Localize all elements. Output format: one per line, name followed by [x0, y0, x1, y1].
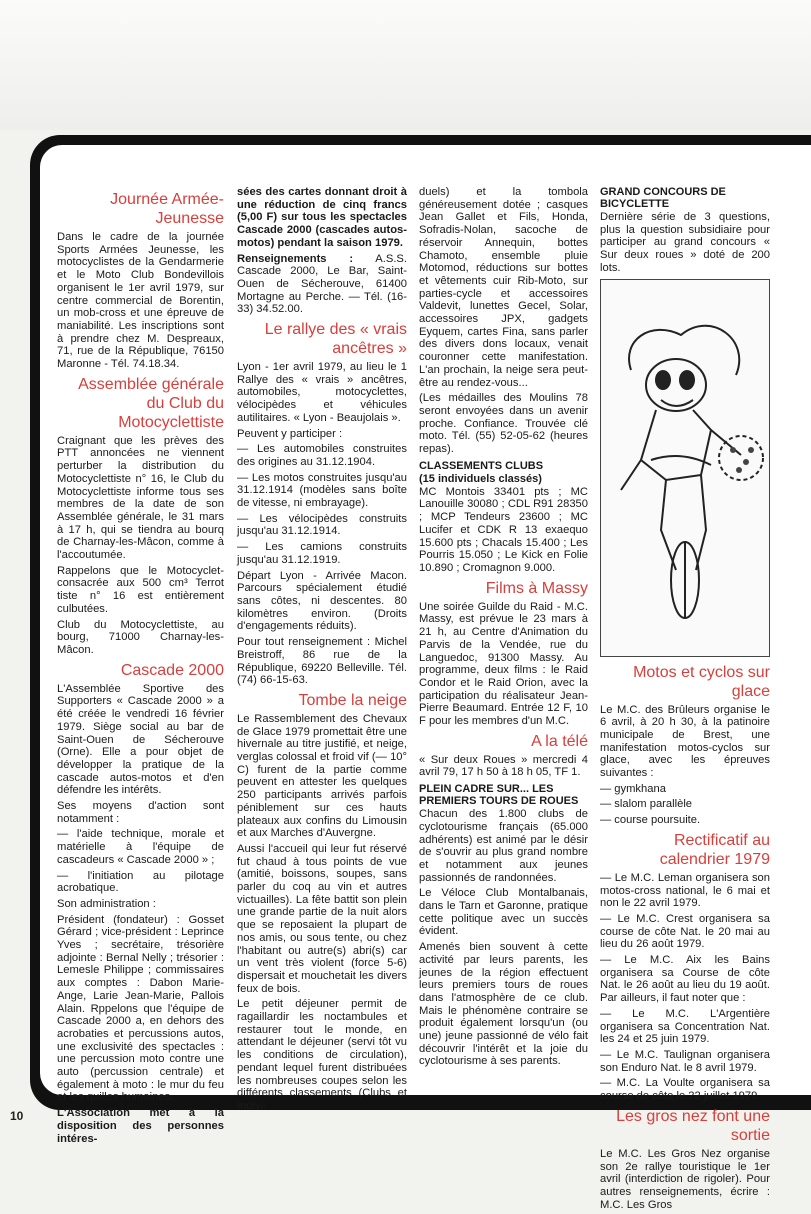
article-text: Amenés bien souvent à cette activité par leurs parents, les jeunes de la région effectuent leurs premiers tours de roues dans l'atmosphère de ce club. Mais le phénomène contraire se produit également lorsqu'un (ou une) jeune passionné de vélo fait découvrir l'intérêt et la joie du cyclotourisme à ses parents. — [419, 941, 588, 1068]
article-text: — Les vélocipèdes construits jusqu'au 31.12.1914. — [237, 512, 407, 538]
subheading-grand-concours: GRAND CONCOURS DE BICYCLETTE — [600, 186, 726, 210]
headline-a-la-tele: A la télé — [531, 732, 588, 750]
headline-rectificatif-calendrier: Rectificatif au calendrier 1979 — [659, 831, 770, 868]
article-text: Pour tout renseignement : Michel Breistroff, 86 rue de la République, 69220 Belleville. Tél. (74) 66-15-63. — [237, 636, 407, 687]
headline-gros-nez: Les gros nez font une sortie — [616, 1107, 770, 1144]
article-text: L'Assemblée Sportive des Supporters « Cascade 2000 » a été créée le vendredi 16 février 1979. Siège social au bar de Saint-Ouen de Sécherouve (Orne). Elle a pour objet de développer la pratique de la cascade autos-motos et d'en défendre les intérêts. — [57, 682, 224, 797]
article-text: — M.C. La Voulte organisera sa course de côte le 22 juillet 1979. — [600, 1077, 770, 1103]
headline-journee-armee-jeunesse: Journée Armée-Jeunesse — [110, 191, 224, 227]
subheading-plein-cadre: PLEIN CADRE SUR... LES PREMIERS TOURS DE ROUES — [419, 783, 579, 808]
article-text: — Les motos construites jusqu'au 31.12.1914 (modèles sans boîte de vitesse, ni embrayage). — [237, 471, 407, 510]
article-text: — Les automobiles construites des origines au 31.12.1904. — [237, 443, 407, 468]
article-text: Peuvent y participer : — [237, 427, 343, 440]
column-2 — [237, 186, 407, 1116]
article-text: duels) et la tombola généreusement dotée ; casques Jean Gallet et Fils, Honda, Sofradis-Nolan, sacoche de réservoir Annequin, bottes Chamoto, ensemble pluie Motomod, réductions sur bottes et vêtements cuir Rib-Moto, sur parties-cycle et accessoires Valdevit, lunettes Gecel, Solar, accessoires JPX, gadgets Eyquem, cartes Fina, sans parler des divers dons locaux, venait couronner cette manifestation. L'an prochain, la neige sera peut-être au rendez-vous... — [419, 186, 588, 389]
list-item: — course poursuite. — [600, 814, 701, 827]
article-text: — Le M.C. Aix les Bains organisera sa Course de côte Nat. le 26 août au lieu du 19 août. Par ailleurs, il faut noter que : — [600, 954, 770, 1005]
article-text: Le petit déjeuner permit de ragaillardir les noctambules et restaurer tout le monde, en attendant le déjeuner (servi tôt vu les conditions de circulation), pendant lequel furent distribuées les nombreuses coupes selon les différents classements (Clubs et Indivi- — [237, 998, 407, 1112]
article-text: Le M.C. des Brûleurs organise le 6 avril, à 20 h 30, à la patinoire municipale de Brest, une manifestation motos-cyclos sur glace, avec les épreuves suivantes : — [600, 703, 770, 780]
article-text: — Le M.C. Crest organisera sa course de côte Nat. le 20 mai au lieu du 26 août 1979. — [600, 912, 770, 951]
article-text: Rappelons que le Motocyclet-consacrée aux 500 cm³ Terrot tiste n° 16 est entièrement culbutées. — [57, 564, 224, 615]
cyclist-drawing-icon — [601, 280, 769, 656]
article-text: Ses moyens d'action sont notamment : — [57, 800, 224, 825]
article-text: Lyon - 1er avril 1979, au lieu le 1 Rallye des « vrais » ancêtres, automobiles, motocyclettes, vélocipèdes et véhicules autilitaires. « Lyon - Beaujolais ». — [237, 361, 407, 424]
article-text: Le Véloce Club Montalbanais, dans le Tarn et Garonne, pratique cette politique avec un succès évident. — [419, 887, 588, 938]
headline-tombe-la-neige: Tombe la neige — [298, 691, 407, 709]
headline-cascade-2000: Cascade 2000 — [120, 661, 224, 679]
article-text-bold: L'Association met à la disposition des personnes intéres- — [57, 1107, 224, 1145]
article-text: MC Montois 33401 pts ; MC Lanouille 30080 ; CDL R91 28350 ; MCP Tendeurs 23600 ; MC Lucifer et CDK R 13 exaequo 15.600 pts ; Chacals 15.400 ; Les Pourris 15.050 ; Le Kick en Folie 10.890 ; Cromagnon 9.000. — [419, 485, 588, 574]
page-top-margin — [0, 0, 811, 130]
article-text: Une soirée Guilde du Raid - M.C. Massy, est prévue le 23 mars à 21 h, au Centre d'Animation du Parvis de la Vendée, rue du Languedoc, 91300 Massy. Au programme, deux films : le Raid Condor et le Raid Orion, avec la participation du réalisateur Jean-Pierre Beaumard. Entrée 12 F, 10 F pour les membres d'un M.C. — [419, 600, 588, 728]
article-text: Le Rassemblement des Chevaux de Glace 1979 promettait être une hivernale au titre justifié, et neige, verglas colossal et froid vif (— 10° C) furent de la partie comme peuvent en attester les quelques 250 participants arrivés parfois péniblement sur ces hauts plateaux aux confins du Limousin et aux Marches d'Auvergne. — [237, 712, 407, 840]
article-text: Renseignements : A.S.S. Cascade 2000, Le Bar, Saint-Ouen de Sécherouve, 61400 Mortagne au Perche. — Tél. (16-33) 34.52.00. — [237, 252, 407, 316]
headline-films-a-massy: Films à Massy — [485, 579, 588, 597]
subheading-individuels: (15 individuels classés) — [419, 472, 542, 485]
list-item: — gymkhana — [600, 782, 666, 795]
article-text: — Les camions construits jusqu'au 31.12.1919. — [237, 541, 407, 566]
headline-motos-cyclos-glace: Motos et cyclos sur glace — [633, 663, 770, 700]
article-text: — Le M.C. Leman organisera son motos-cross national, le 6 mai et non le 22 avril 1979. — [600, 871, 770, 910]
article-text: Aussi l'accueil qui leur fut réservé fut chaud à tous points de vue (amitié, boissons, soupes, sans parler du coq au vin et autres victuailles). La fête battit son plein une grande partie de la nuit alors que se reposaient la plupart de nos amis, ou sous tente, ou chez l'habitant ou autre(s) abri(s) car un vent très violent (force 5-6) dispersait et mouchetait les divers feux de bois. — [237, 842, 407, 995]
cartoon-cyclist-illustration — [600, 279, 770, 657]
article-text: (Les médailles des Moulins 78 seront envoyées dans un avenir proche. Confiance. Trouvée clé moto. Tél. (55) 52-05-62 (heures repas). — [419, 392, 588, 456]
article-text-bold: sées des cartes donnant droit à une réduction de cinq francs (5,00 F) sur tous les spectacles Cascade 2000 (cascades autos-motos) pendant la saison 1979. — [237, 186, 407, 249]
article-text: — l'aide technique, morale et matérielle à l'équipe de cascadeurs « Cascade 2000 » ; — [57, 828, 224, 866]
article-text: Son administration : — [57, 897, 156, 910]
article-text: Chacun des 1.800 clubs de cyclotourisme français (65.000 adhérents) est animé par le désir de s'ouvrir au plus grand nombre et notamment aux jeunes passionnés de randonnées. — [419, 808, 588, 884]
article-text: Le M.C. Les Gros Nez organise son 2e rallye touristique le 1er avril (interdiction de rigoler). Pour autres renseignements, écrire : M.C. Les Gros — [600, 1147, 770, 1211]
article-text: — Le M.C. L'Argentière organisera sa Concentration Nat. les 24 et 25 juin 1979. — [600, 1007, 770, 1046]
article-text: — Le M.C. Taulignan organisera son Enduro Nat. le 8 avril 1979. — [600, 1048, 770, 1074]
article-text: Départ Lyon - Arrivée Macon. Parcours spécialement étudié sans côtes, ni descentes. 80 kilomètres environ. (Droits d'engagements réduits). — [237, 569, 407, 633]
article-text: Dernière série de 3 questions, plus la question subsidiaire pour participer au grand concours « Sur deux roues » doté de 200 lots. — [600, 211, 770, 274]
headline-assemblee-generale: Assemblée générale du Club du Motocyclettiste — [78, 375, 224, 431]
column-3 — [419, 186, 588, 1071]
article-text: — l'initiation au pilotage acrobatique. — [57, 869, 224, 895]
article-text: Dans le cadre de la journée Sports Armées Jeunesse, les motocyclistes de la Gendarmerie et le Moto Club Bondevillois organisent le 1er avril 1979, sur centre commercial de Borentin, un mob-cross et une épreuve de maniabilité. Les inscriptions sont à prendre chez M. Despreaux, 71, rue de la République, 76150 Maronne - Tél. 74.18.34. — [57, 231, 224, 371]
article-text: Craignant que les prèves des PTT annoncées ne viennent perturber la distribution du Motocyclettiste n° 16, le Club du Motocyclettiste informe tous ses membres de la date de son Assemblée générale, le 31 mars à 17 h, qui se tiendra au bourq de Charnay-les-Mâcon, comme à l'accoutumée. — [57, 434, 224, 562]
article-text: Club du Motocyclettiste, au bourg, 71000 Charnay-les-Mâcon. — [57, 618, 224, 656]
article-text: Président (fondateur) : Gosset Gérard ; vice-président : Leprince Yves ; secrétaire, trésorière adjointe : Bernal Nelly ; trésorier : Lemesle Philippe ; commissaires aux comptes : Dabon Marie-Ange, Larie Jean-Marie, Pallois Alain. Rppelons que l'équipe de Cascade 2000 a, en dehors des acrobaties et percussions autos, une exclusivité des spectacles : une percussion moto contre une auto (percussion centrale) et également à moto : le mur du feu et les quilles humaines. — [57, 913, 224, 1104]
headline-rallye-vrais-ancetres: Le rallye des « vrais ancêtres » — [264, 321, 407, 358]
column-4 — [600, 186, 770, 1214]
article-text: « Sur deux Roues » mercredi 4 avril 79, 17 h 50 à 18 h 05, TF 1. — [419, 753, 588, 779]
list-item: — slalom parallèle — [600, 798, 693, 811]
subheading-classements-clubs: CLASSEMENTS CLUBS — [419, 459, 544, 472]
page-number: 10 — [10, 1109, 24, 1123]
column-1 — [57, 186, 224, 1148]
